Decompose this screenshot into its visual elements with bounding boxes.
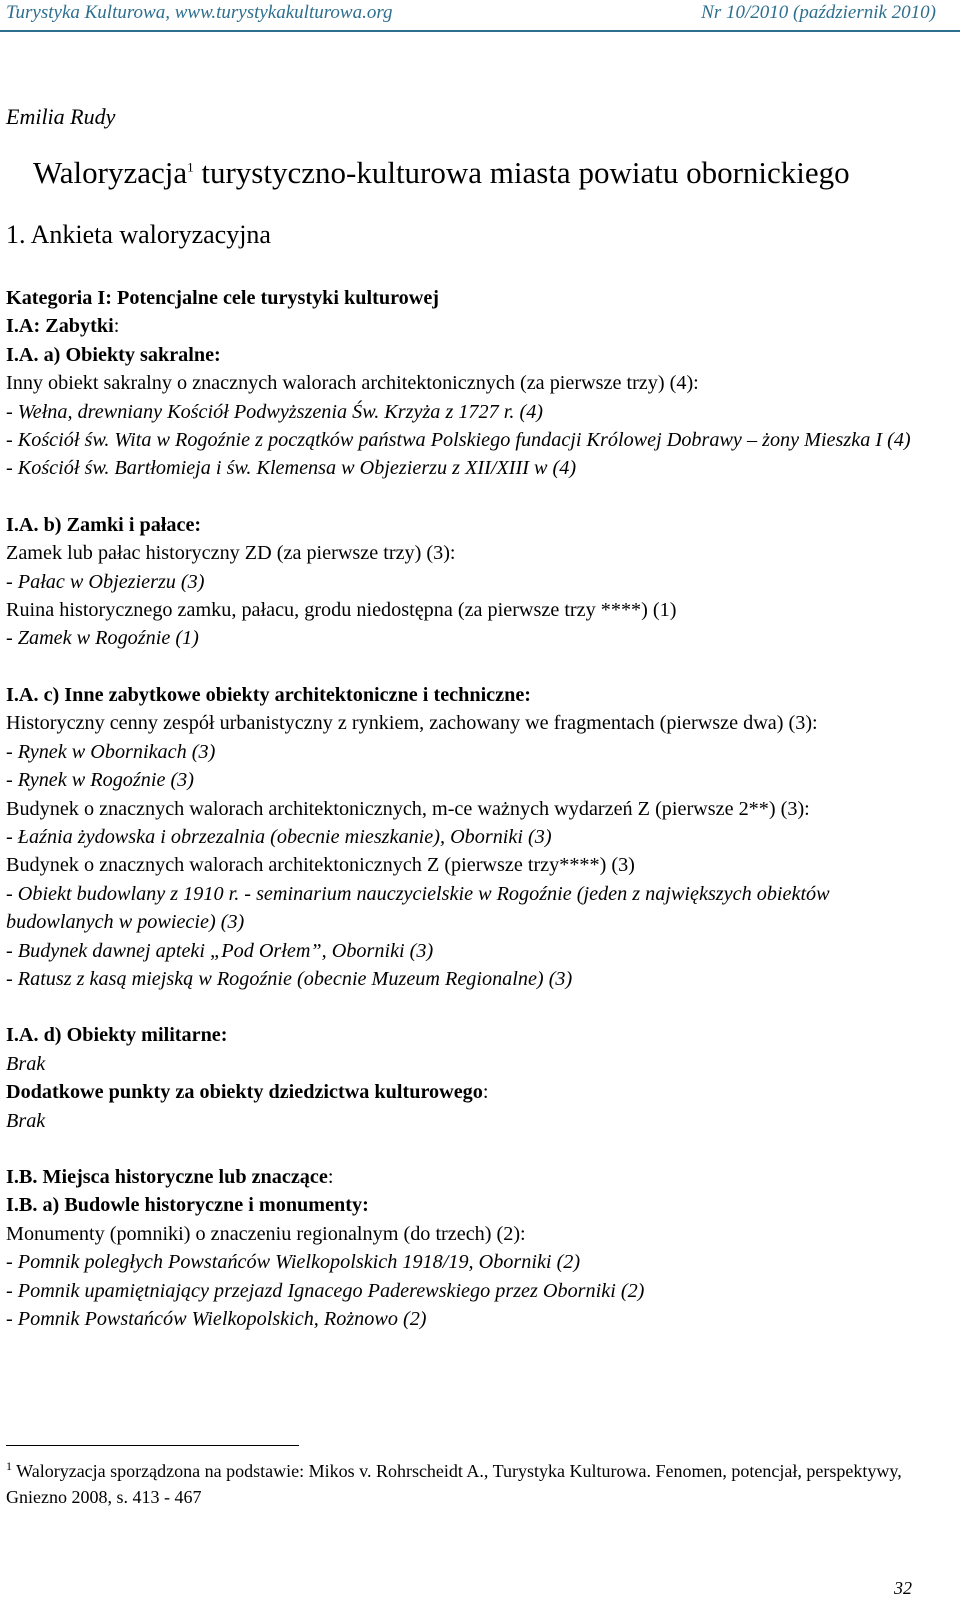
list-item: - Łaźnia żydowska i obrzezalnia (obecnie mieszkanie), Oborniki (3) — [6, 825, 552, 848]
criterion-text: Ruina historycznego zamku, pałacu, grodu niedostępna (za pierwsze trzy ****) (1) — [6, 599, 677, 622]
group-heading-monuments: I.B. a) Budowle historyczne i monumenty: — [6, 1194, 369, 1217]
footnote-rule — [6, 1445, 299, 1446]
document-body — [6, 284, 936, 1333]
list-item: Brak — [6, 1052, 46, 1075]
list-item: - Budynek dawnej apteki „Pod Orłem”, Oborniki (3) — [6, 939, 434, 962]
list-item: - Ratusz z kasą miejską w Rogoźnie (obecnie Muzeum Regionalne) (3) — [6, 967, 573, 990]
title-rest: turystyczno-kulturowa miasta powiatu obornickiego — [193, 155, 850, 190]
footnote-number: 1 — [6, 1459, 12, 1473]
section-heading: 1. Ankieta waloryzacyjna — [6, 220, 271, 249]
header-rule — [0, 30, 960, 32]
criterion-text: Budynek o znacznych walorach architektonicznych, m-ce ważnych wydarzeń Z (pierwsze 2**) (3): — [6, 797, 810, 820]
group-heading-castles: I.A. b) Zamki i pałace: — [6, 513, 202, 536]
list-item: - Pomnik poległych Powstańców Wielkopolskich 1918/19, Oborniki (2) — [6, 1251, 581, 1274]
article-title — [33, 155, 850, 191]
criterion-text: Historyczny cenny zespół urbanistyczny z rynkiem, zachowany we fragmentach (pierwsze dwa) (3): — [6, 712, 818, 735]
group-heading-military: I.A. d) Obiekty militarne: — [6, 1024, 228, 1047]
list-item: - Kościół św. Wita w Rogoźnie z początków państwa Polskiego fundacji Królowej Dobrawy – żony Mieszka I (4) — [6, 429, 911, 452]
criterion-text: Zamek lub pałac historyczny ZD (za pierwsze trzy) (3): — [6, 542, 456, 565]
title-text: Waloryzacja — [33, 155, 188, 190]
header-journal: Turystyka Kulturowa, www.turystykakulturowa.org — [6, 2, 393, 23]
criterion-text: Budynek o znacznych walorach architektonicznych Z (pierwsze trzy****) (3) — [6, 854, 635, 877]
subcategory-heading: I.A: Zabytki: — [6, 315, 120, 338]
list-item: - Obiekt budowlany z 1910 r. - seminarium nauczycielskie w Rogoźnie (jeden z największych obiektów budowlanych w powiecie) (3) — [6, 882, 830, 934]
page-header — [0, 0, 960, 34]
page-number: 32 — [894, 1578, 912, 1598]
list-item: - Zamek w Rogoźnie (1) — [6, 627, 199, 650]
list-item: - Pomnik upamiętniający przejazd Ignacego Paderewskiego przez Oborniki (2) — [6, 1279, 645, 1302]
group-heading-architecture: I.A. c) Inne zabytkowe obiekty architektoniczne i techniczne: — [6, 683, 532, 706]
subcategory-heading: I.B. Miejsca historyczne lub znaczące: — [6, 1165, 334, 1188]
header-issue: Nr 10/2010 (październik 2010) — [701, 2, 936, 23]
list-item: - Pomnik Powstańców Wielkopolskich, Rożnowo (2) — [6, 1308, 427, 1330]
criterion-text: Inny obiekt sakralny o znacznych walorach architektonicznych (za pierwsze trzy) (4): — [6, 372, 699, 395]
list-item: - Kościół św. Bartłomieja i św. Klemensa w Objezierzu z XII/XIII w (4) — [6, 457, 577, 480]
list-item: - Rynek w Obornikach (3) — [6, 740, 216, 763]
group-heading-sacral: I.A. a) Obiekty sakralne: — [6, 343, 221, 366]
list-item: - Rynek w Rogoźnie (3) — [6, 769, 194, 792]
footnote-ref[interactable]: 1 — [187, 159, 194, 175]
footnote-text: Waloryzacja sporządzona na podstawie: Mikos v. Rohrscheidt A., Turystyka Kulturowa. Fenomen, potencjał, perspektywy, Gniezno 2008, s. 413 - 467 — [6, 1461, 902, 1507]
list-item: Brak — [6, 1109, 46, 1132]
extra-points-heading: Dodatkowe punkty za obiekty dziedzictwa kulturowego: — [6, 1081, 489, 1104]
list-item: - Pałac w Objezierzu (3) — [6, 570, 205, 593]
author: Emilia Rudy — [6, 104, 116, 129]
footnote — [6, 1453, 936, 1510]
list-item: - Wełna, drewniany Kościół Podwyższenia Św. Krzyża z 1727 r. (4) — [6, 400, 544, 423]
category-heading: Kategoria I: Potencjalne cele turystyki kulturowej — [6, 287, 440, 309]
criterion-text: Monumenty (pomniki) o znaczeniu regionalnym (do trzech) (2): — [6, 1222, 526, 1245]
